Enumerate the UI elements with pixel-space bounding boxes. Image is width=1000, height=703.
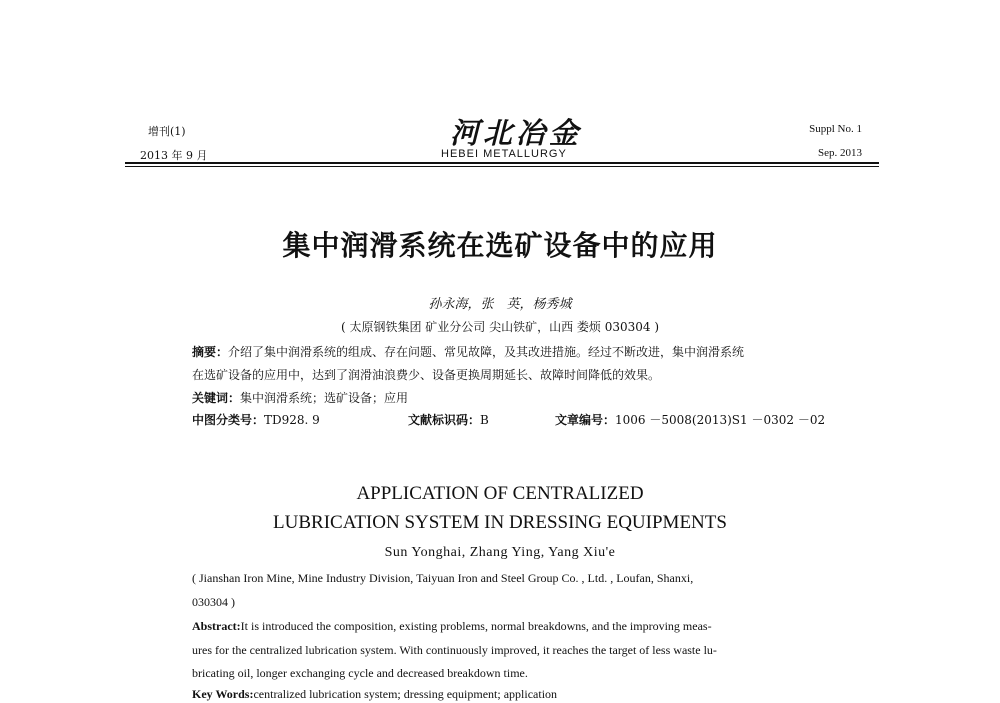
paper-title-en-line2: LUBRICATION SYSTEM IN DRESSING EQUIPMENTS — [273, 512, 727, 533]
abstract-cn-line2: 在选矿设备的应用中，达到了润滑油浪费少、设备更换周期延长、故障时间降低的效果。 — [192, 368, 661, 382]
abstract-label-en: Abstract: — [192, 619, 241, 633]
keywords-en — [192, 687, 557, 702]
keywords-label-en: Key Words: — [192, 687, 254, 701]
authors-cn: 孙永海，张 英，杨秀城 — [428, 297, 572, 312]
authors-en: Sun Yonghai, Zhang Ying, Yang Xiu'e — [384, 545, 616, 560]
journal-logo: 河北冶金 — [450, 116, 583, 150]
doc-code-label: 文献标识码： — [408, 413, 481, 427]
affiliation-en-line1: ( Jianshan Iron Mine, Mine Industry Division, Taiyuan Iron and Steel Group Co. , Ltd. , Loufan, Shanxi, — [192, 571, 694, 585]
abstract-label-cn: 摘要： — [192, 345, 229, 359]
issue-date-en: Sep. 2013 — [818, 147, 862, 159]
keywords-text-cn: 集中润滑系统；选矿设备；应用 — [240, 391, 409, 405]
paper-title-en-line1: APPLICATION OF CENTRALIZED — [356, 483, 644, 504]
header-rule-thick — [125, 162, 879, 164]
affiliation-en-line2: 030304 ) — [192, 595, 235, 609]
issue-label: 增刊(1) — [148, 125, 186, 138]
abstract-text-en-1: It is introduced the composition, existing problems, normal breakdowns, and the improving meas- — [240, 619, 712, 633]
abstract-en-line3: bricating oil, longer exchanging cycle and decreased breakdown time. — [192, 666, 528, 680]
affiliation-cn: ( 太原钢铁集团 矿业分公司 尖山铁矿，山西 娄烦 030304 ) — [340, 320, 660, 334]
clc-value: TD928. 9 — [264, 413, 320, 427]
paper-title-cn: 集中润滑系统在选矿设备中的应用 — [282, 229, 718, 262]
keywords-label-cn: 关键词： — [192, 391, 241, 405]
abstract-en-line1 — [192, 619, 712, 634]
clc-number — [192, 411, 320, 428]
doc-code — [408, 411, 489, 428]
keywords-text-en: centralized lubrication system; dressing equipment; application — [253, 687, 558, 701]
journal-name-en: HEBEI METALLURGY — [441, 148, 567, 160]
clc-label: 中图分类号： — [192, 413, 265, 427]
article-number-value: 1006 －5008(2013)S1 －0302 －02 — [615, 413, 826, 427]
suppl-number: Suppl No. 1 — [809, 123, 862, 135]
abstract-cn-line1 — [192, 343, 744, 360]
header-rule-thin — [125, 166, 879, 167]
article-number-label: 文章编号： — [555, 413, 616, 427]
issue-date-cn: 2013 年 9 月 — [140, 149, 208, 162]
doc-code-value: B — [480, 413, 489, 427]
abstract-en-line2: ures for the centralized lubrication system. With continuously improved, it reaches the target of less waste lu- — [192, 643, 717, 657]
abstract-text-cn-1: 介绍了集中润滑系统的组成、存在问题、常见故障，及其改进措施。经过不断改进，集中润滑系统 — [228, 345, 745, 359]
keywords-cn — [192, 389, 408, 406]
article-number — [555, 411, 825, 428]
